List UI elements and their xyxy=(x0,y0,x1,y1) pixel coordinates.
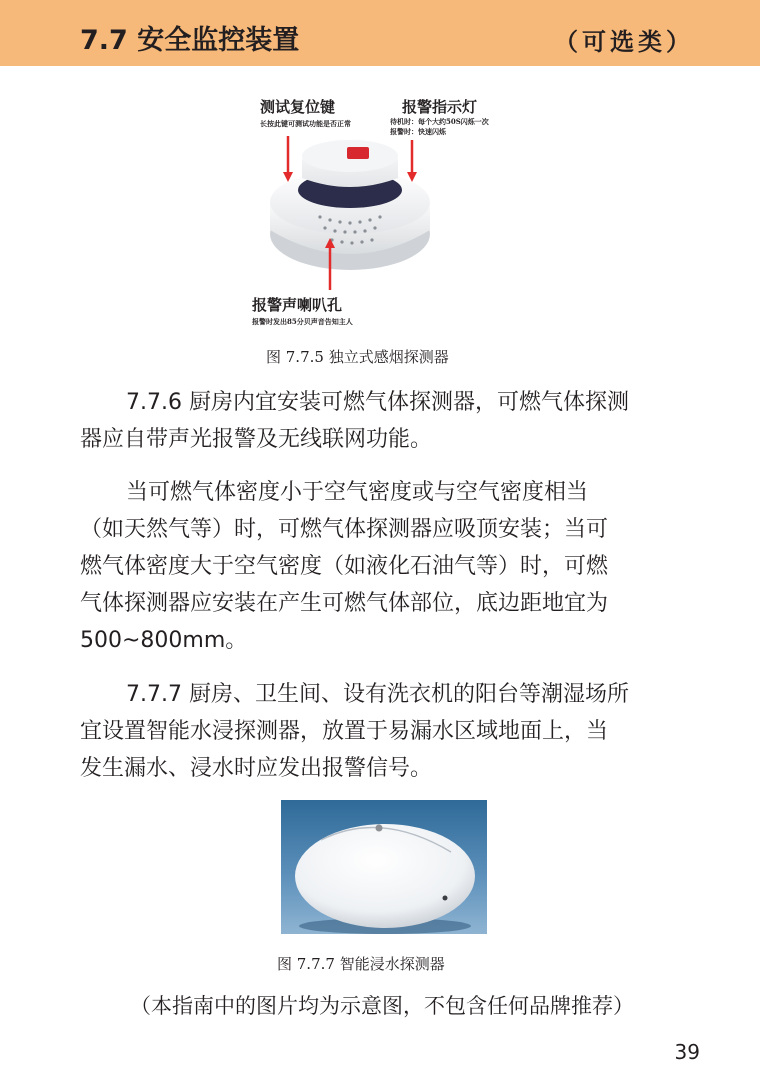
p2-line3: 燃气体密度大于空气密度（如液化石油气等）时，可燃 xyxy=(80,554,609,579)
detector-sensor-hole xyxy=(443,896,448,901)
detector-button xyxy=(376,825,383,832)
water-leak-detector-illustration xyxy=(281,800,487,934)
p2-line4: 气体探测器应安装在产生可燃气体部位，底边距地宜为 xyxy=(80,591,609,616)
page-number: 39 xyxy=(674,1040,700,1064)
water-leak-detector-figure xyxy=(281,800,487,934)
p1-line1: 7.7.6 厨房内宜安装可燃气体探测器，可燃气体探测 xyxy=(126,390,629,415)
paragraph-7-7-6 xyxy=(80,384,686,458)
paragraph-gas-density xyxy=(80,474,686,659)
p2-line5: 500~800mm。 xyxy=(80,628,248,653)
label-test-reset-note: 长按此键可测试功能是否正常 xyxy=(260,119,351,128)
label-alarm-light-note1: 待机时：每个大约50S闪烁一次 xyxy=(390,117,489,126)
label-speaker: 报警声喇叭孔 xyxy=(252,296,343,314)
label-test-reset: 测试复位键 xyxy=(260,98,336,116)
label-speaker-note: 报警时发出85分贝声音告知主人 xyxy=(252,317,353,326)
p3-line2: 宜设置智能水浸探测器，放置于易漏水区域地面上，当 xyxy=(80,719,609,744)
image-disclaimer: （本指南中的图片均为示意图，不包含任何品牌推荐） xyxy=(130,994,634,1018)
p3-line3: 发生漏水、浸水时应发出报警信号。 xyxy=(80,756,433,781)
p1-line2: 器应自带声光报警及无线联网功能。 xyxy=(80,427,433,452)
section-header xyxy=(0,0,760,66)
red-label xyxy=(347,147,369,159)
figure-caption-water-detector: 图 7.7.7 智能浸水探测器 xyxy=(277,955,445,973)
label-alarm-light-note2: 报警时：快速闪烁 xyxy=(390,127,446,136)
figure-caption-smoke-detector: 图 7.7.5 独立式感烟探测器 xyxy=(266,348,449,366)
section-tag: （可选类） xyxy=(554,27,694,56)
label-alarm-light: 报警指示灯 xyxy=(402,98,478,116)
p3-line1: 7.7.7 厨房、卫生间、设有洗衣机的阳台等潮湿场所 xyxy=(126,682,629,707)
paragraph-7-7-7 xyxy=(80,676,686,787)
p2-line1: 当可燃气体密度小于空气密度或与空气密度相当 xyxy=(126,480,589,505)
smoke-detector-figure xyxy=(250,92,550,337)
p2-line2: （如天然气等）时，可燃气体探测器应吸顶安装；当可 xyxy=(80,517,609,542)
section-title: 7.7 安全监控装置 xyxy=(80,25,300,56)
